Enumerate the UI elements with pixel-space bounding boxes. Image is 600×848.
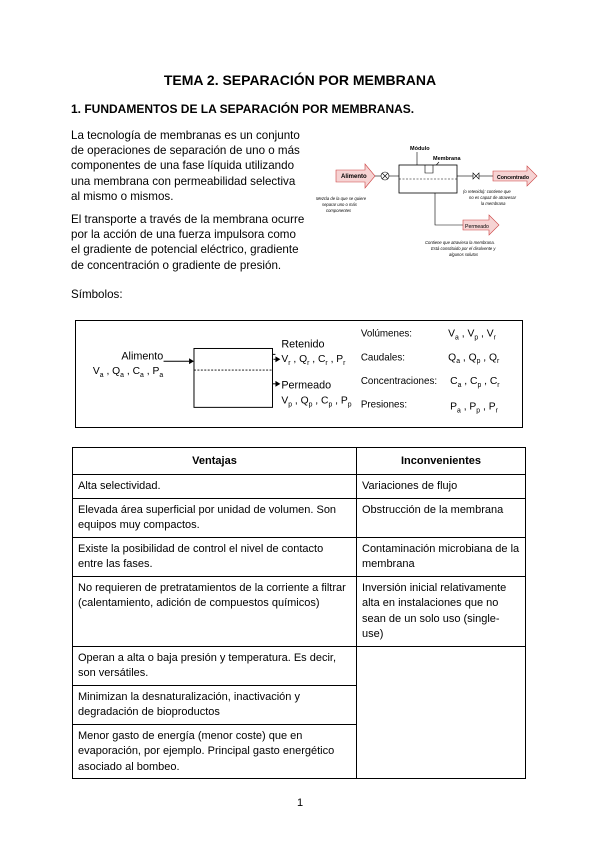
sym-row-presiones: Presiones: bbox=[360, 399, 408, 411]
table-row bbox=[73, 475, 526, 499]
page-number: 1 bbox=[296, 797, 304, 809]
sym-row-caudales: Caudales: bbox=[360, 352, 405, 364]
fig-membrana-label: Membrana bbox=[433, 156, 461, 162]
inconveniente-cell: Inversión inicial relativamente alta en instalaciones que no sean de un solo uso (single-use) bbox=[357, 576, 526, 646]
sym-row-volumenes: Volúmenes: bbox=[360, 328, 413, 340]
fig-alimento-desc-3: componentes bbox=[326, 208, 352, 213]
section-heading: 1. FUNDAMENTOS DE LA SEPARACIÓN POR MEMBRANAS. bbox=[71, 102, 415, 116]
table-row bbox=[73, 537, 526, 576]
sym-retenido-label: Retenido bbox=[281, 338, 325, 351]
sym-alimento-label: Alimento bbox=[121, 350, 164, 363]
ventaja-cell: Elevada área superficial por unidad de volumen. Son equipos muy compactos. bbox=[73, 498, 357, 537]
fig-concentrado-label: Concentrado bbox=[497, 175, 529, 181]
inconveniente-cell: Contaminación microbiana de la membrana bbox=[357, 537, 526, 576]
paragraph-transport: El transporte a través de la membrana ocurre por la acción de una fuerza impulsora como el gradiente de potencial eléctrico, gradiente de concentración o gradiente de presión. bbox=[71, 213, 305, 272]
symbols-label: Símbolos: bbox=[71, 288, 123, 301]
fig-concentrado-desc-3: la membrana bbox=[481, 201, 506, 206]
symbols-diagram bbox=[75, 320, 523, 428]
ventaja-cell: Operan a alta o baja presión y temperatura. Es decir, son versátiles. bbox=[73, 646, 357, 685]
paragraph-intro: La tecnología de membranas es un conjunto de operaciones de separación de uno o más componentes de una fase líquida utilizando una membrana con permeabilidad selectiva al mismo o mismos. bbox=[71, 129, 300, 203]
sym-row-presiones-vars: $P_a$ , $P_p$ , $P_r$ bbox=[450, 401, 498, 415]
membrane-module-diagram bbox=[313, 143, 545, 263]
sym-permeado-vars: $V_p$ , $Q_p$ , $C_p$ , $P_p$ bbox=[281, 395, 352, 409]
sym-row-caudales-vars: $Q_a$ , $Q_p$ , $Q_r$ bbox=[448, 352, 500, 366]
fig-modulo-label: Módulo bbox=[410, 146, 430, 152]
fig-permeado-label: Permeado bbox=[465, 224, 489, 230]
fig-permeado-desc-2: Está constituido por el disolvente y bbox=[431, 246, 496, 251]
ventaja-cell: Alta selectividad. bbox=[73, 475, 357, 499]
inconveniente-cell: Variaciones de flujo bbox=[357, 475, 526, 499]
inconveniente-empty-cell bbox=[357, 646, 526, 779]
sym-row-volumenes-vars: $V_a$ , $V_p$ , $V_r$ bbox=[448, 328, 496, 342]
table-row bbox=[73, 498, 526, 537]
fig-alimento-desc-2: separar uno o más bbox=[322, 202, 357, 207]
fig-concentrado-desc-1: (o retenido): contiene que bbox=[463, 189, 511, 194]
inconveniente-cell: Obstrucción de la membrana bbox=[357, 498, 526, 537]
sym-retenido-vars: $V_r$ , $Q_r$ , $C_r$ , $P_r$ bbox=[281, 354, 346, 368]
table-header-ventajas: Ventajas bbox=[73, 448, 357, 475]
ventaja-cell: Menor gasto de energía (menor coste) que en evaporación, por ejemplo. Principal gasto energético asociado al bombeo. bbox=[73, 724, 357, 779]
fig-alimento-desc-1: Mezcla de la que se quiere bbox=[316, 196, 367, 201]
table-header-inconvenientes: Inconvenientes bbox=[357, 448, 526, 475]
fig-concentrado-desc-2: no es capaz de atravesar bbox=[469, 195, 517, 200]
ventaja-cell: No requieren de pretratamientos de la corriente a filtrar (calentamiento, adición de compuestos químicos) bbox=[73, 576, 357, 646]
ventaja-cell: Minimizan la desnaturalización, inactivación y degradación de bioproductos bbox=[73, 685, 357, 724]
page-title: TEMA 2. SEPARACIÓN POR MEMBRANA bbox=[163, 72, 437, 88]
sym-permeado-label: Permeado bbox=[281, 379, 332, 392]
fig-permeado-desc-1: Contiene que atraviesa la membrana. bbox=[425, 240, 495, 245]
ventaja-cell: Existe la posibilidad de control el nivel de contacto entre las fases. bbox=[73, 537, 357, 576]
sym-alimento-vars: $V_a$ , $Q_a$ , $C_a$ , $P_a$ bbox=[92, 366, 164, 379]
table-row bbox=[73, 646, 526, 685]
sym-row-concentraciones: Concentraciones: bbox=[360, 375, 438, 387]
sym-row-concentraciones-vars: $C_a$ , $C_p$ , $C_r$ bbox=[450, 375, 500, 389]
table-row bbox=[73, 576, 526, 646]
fig-alimento-label: Alimento bbox=[341, 174, 367, 180]
pros-cons-table bbox=[72, 447, 526, 779]
fig-permeado-desc-3: algunos solutos bbox=[449, 252, 479, 257]
